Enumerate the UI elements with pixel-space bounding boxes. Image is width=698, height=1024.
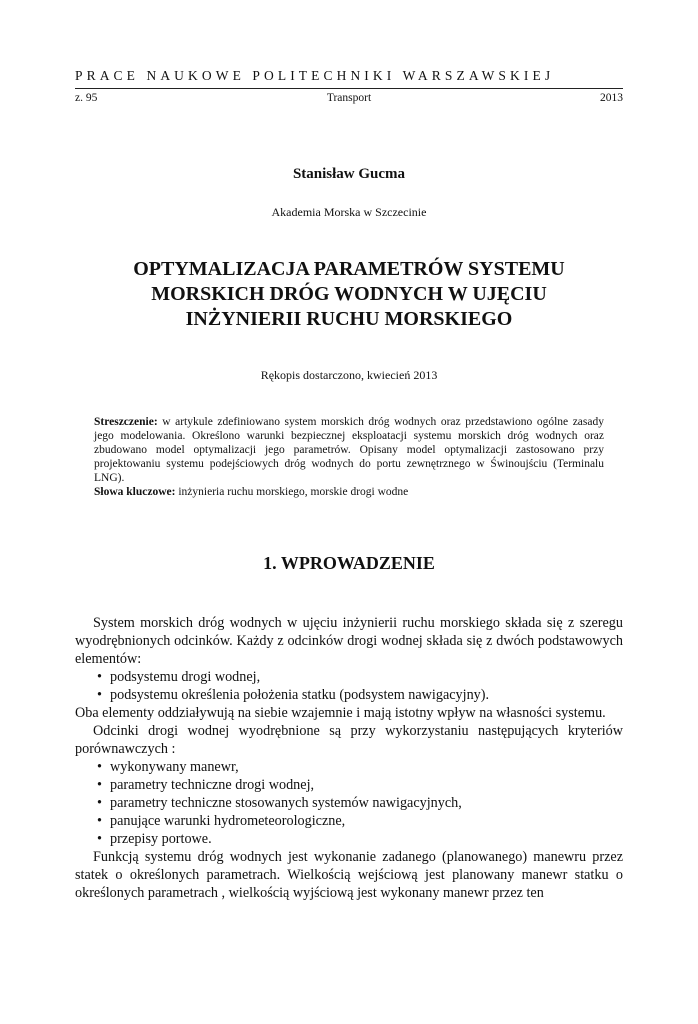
- list-item: [97, 812, 623, 830]
- header-rule: [75, 88, 623, 89]
- keywords-paragraph: [94, 485, 604, 499]
- section-number: 1.: [263, 553, 277, 573]
- bullet-icon: •: [97, 687, 102, 703]
- list-item-text: podsystemu określenia położenia statku (podsystem nawigacyjny).: [110, 687, 490, 703]
- list-item: [97, 794, 623, 812]
- bullet-icon: •: [97, 759, 102, 775]
- bullet-icon: •: [97, 795, 102, 811]
- paper-title: [75, 257, 623, 332]
- year: 2013: [600, 92, 623, 104]
- affiliation: Akademia Morska w Szczecinie: [271, 205, 427, 219]
- section-heading: [75, 553, 623, 574]
- list-item-text: wykonywany manewr,: [110, 759, 239, 775]
- body-paragraph: Oba elementy oddziaływują na siebie wzajemnie i mają istotny wpływ na własności systemu.: [75, 705, 606, 721]
- series-name: Transport: [326, 92, 372, 104]
- bullet-list: [75, 758, 623, 848]
- abstract: [94, 415, 604, 499]
- list-item: [97, 776, 623, 794]
- title-line: MORSKICH DRÓG WODNYCH W UJĘCIU: [151, 283, 547, 305]
- body-text: [75, 614, 623, 902]
- abstract-text: w artykule zdefiniowano system morskich dróg wodnych oraz przedstawiono ogólne zasady jego modelowania. Określono warunki bezpiecznej eksploatacji systemu morskich dróg wodnych oraz zbudowano model optymalizacji jego parametrów. Opisany model optymalizacji zastosowano przy projektowaniu systemu podejściowych dróg wodnych do portu zewnętrznego w Świnoujściu (Terminalu LNG).: [94, 416, 604, 484]
- body-paragraph: System morskich dróg wodnych w ujęciu inżynierii ruchu morskiego składa się z szeregu wyodrębnionych odcinków. Każdy z odcinków drogi wodnej składa się z dwóch podstawowych elementów:: [75, 615, 623, 667]
- list-item-text: przepisy portowe.: [110, 831, 212, 847]
- body-paragraph: Odcinki drogi wodnej wyodrębnione są przy wykorzystaniu następujących kryteriów porównawczych :: [75, 723, 623, 757]
- list-item: [97, 686, 623, 704]
- title-line: INŻYNIERII RUCHU MORSKIEGO: [185, 308, 513, 330]
- section-title: WPROWADZENIE: [280, 553, 435, 573]
- bullet-icon: •: [97, 831, 102, 847]
- body-paragraph: Funkcją systemu dróg wodnych jest wykonanie zadanego (planowanego) manewru przez statek o określonych parametrach. Wielkością wejściową jest planowany manewr statku o określonych parametrach , wielkością wyjściową jest wykonany manewr przez ten: [75, 849, 623, 901]
- author-name: Stanisław Gucma: [292, 166, 406, 182]
- received-date: Rękopis dostarczono, kwiecień 2013: [260, 368, 438, 382]
- list-item: [97, 758, 623, 776]
- keywords-text: inżynieria ruchu morskiego, morskie drogi wodne: [175, 486, 409, 498]
- list-item-text: parametry techniczne drogi wodnej,: [110, 777, 315, 793]
- bullet-list: [75, 668, 623, 704]
- bullet-icon: •: [97, 813, 102, 829]
- abstract-paragraph: [94, 415, 604, 485]
- abstract-label: Streszczenie:: [94, 416, 158, 428]
- bullet-icon: •: [97, 669, 102, 685]
- list-item-text: parametry techniczne stosowanych systemów nawigacyjnych,: [110, 795, 462, 811]
- list-item-text: panujące warunki hydrometeorologiczne,: [110, 813, 346, 829]
- journal-name: PRACE NAUKOWE POLITECHNIKI WARSZAWSKIEJ: [75, 68, 555, 83]
- list-item: [97, 830, 623, 848]
- title-line: OPTYMALIZACJA PARAMETRÓW SYSTEMU: [133, 258, 565, 280]
- bullet-icon: •: [97, 777, 102, 793]
- keywords-label: Słowa kluczowe:: [94, 486, 176, 498]
- list-item: [97, 668, 623, 686]
- list-item-text: podsystemu drogi wodnej,: [110, 669, 261, 685]
- issue-number: z. 95: [75, 92, 98, 104]
